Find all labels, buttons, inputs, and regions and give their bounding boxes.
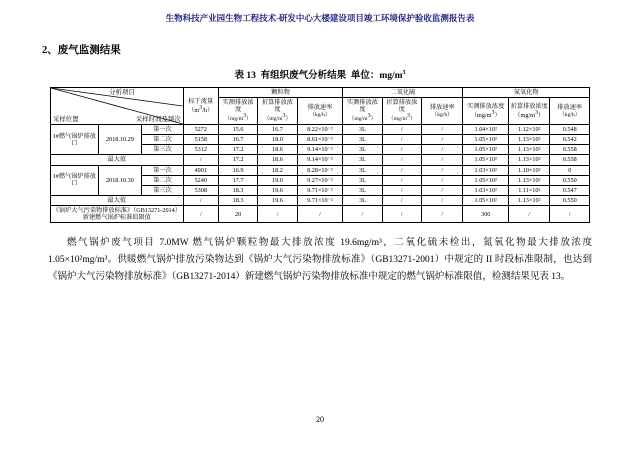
cell-nox-converted: 1.13×10² [509, 145, 550, 155]
cell-flow: 5158 [183, 135, 218, 145]
cell-nox-rate: 0 [550, 165, 590, 175]
cell-flow: 5240 [183, 175, 218, 185]
cell-pm-converted: 18.6 [258, 145, 297, 155]
conclusion-paragraph: 燃气锅炉废气项目 7.0MW 燃气锅炉颗粒物最大排放浓度 19.6mg/m³，二氧化硫未检出，氮氧化物最大排放浓度 1.05×10²mg/m³。供暖燃气锅炉排放污染物达到《锅炉大气污染物排放标准》（GB13271-2001）中规定的 II 时段标准限制，也达到《锅炉大气污染物排放标准》（GB13271-2014）新建燃气锅炉污染物排放标准中规定的燃气锅炉标准限值，检测结果见表 13。 [48, 238, 592, 282]
cell-so2-converted: / [382, 185, 421, 195]
cell-so2-converted: / [382, 135, 421, 145]
column-header-so2-measured: 实测排放浓度 （mg/m3） [343, 98, 382, 125]
column-header-pm-measured: 实测排放浓度 （mg/m3） [218, 98, 257, 125]
cell-nox-converted: 1.13×10² [509, 195, 550, 205]
cell-so2-measured: 3L [343, 135, 382, 145]
cell-flow: 5312 [183, 145, 218, 155]
table-header-row-1 [51, 88, 590, 98]
cell-pm-measured: 17.2 [218, 155, 257, 165]
cell-pm-rate: 9.27×10⁻² [297, 175, 343, 185]
cell-pm-rate: 8.28×10⁻² [297, 165, 343, 175]
cell-flow: 5308 [183, 185, 218, 195]
cell-so2-rate: / [421, 185, 462, 195]
cell-so2-rate: / [421, 165, 462, 175]
cell-nox-measured: 1.03×10² [463, 165, 509, 175]
cell-standard-nox-measured: 300 [463, 206, 509, 223]
cell-pm-measured: 15.6 [218, 125, 257, 135]
corner-label-sampling-position: 采样位置 [53, 115, 79, 123]
cell-nox-rate: 0.558 [550, 155, 590, 165]
table-row-max [51, 155, 590, 165]
cell-so2-converted: / [382, 175, 421, 185]
cell-so2-measured: 3L [343, 155, 382, 165]
cell-so2-rate: / [421, 195, 462, 205]
cell-date: 2018.10.30 [98, 165, 142, 195]
cell-nox-rate: 0.558 [550, 145, 590, 155]
column-header-flow: 标干流量 （m3/h） [183, 88, 218, 125]
cell-pm-rate: 9.14×10⁻² [297, 145, 343, 155]
cell-nox-rate: 0.548 [550, 125, 590, 135]
cell-standard-so2-rate: / [421, 206, 462, 223]
cell-so2-rate: / [421, 125, 462, 135]
cell-nox-converted: 1.13×10² [509, 135, 550, 145]
cell-frequency: 第三次 [142, 145, 183, 155]
cell-standard-nox-converted: / [509, 206, 550, 223]
cell-date: 2018.10.29 [98, 125, 142, 155]
cell-standard-pm-rate: / [297, 206, 343, 223]
cell-nox-rate: 0.547 [550, 185, 590, 195]
cell-pm-converted: 16.7 [258, 125, 297, 135]
cell-so2-measured: 3L [343, 145, 382, 155]
column-header-so2-rate: 排放速率 （kg/h） [421, 98, 462, 125]
corner-label-sampling-time: 采样时间及频次 [135, 115, 181, 123]
cell-flow: 5272 [183, 125, 218, 135]
cell-standard-pm: 20 [218, 206, 257, 223]
cell-nox-converted: 1.12×10² [509, 125, 550, 135]
cell-frequency: 第三次 [142, 185, 183, 195]
cell-nox-measured: 1.05×10² [463, 195, 509, 205]
cell-pm-converted: 19.6 [258, 195, 297, 205]
cell-so2-rate: / [421, 155, 462, 165]
cell-pm-rate: 9.71×10⁻² [297, 185, 343, 195]
cell-so2-converted: / [382, 155, 421, 165]
cell-frequency: 第一次 [142, 125, 183, 135]
cell-flow: 4901 [183, 165, 218, 175]
cell-position: 1#燃气锅炉排放口 [51, 125, 99, 155]
cell-so2-converted: / [382, 165, 421, 175]
cell-pm-measured: 17.7 [218, 175, 257, 185]
table-row-max [51, 195, 590, 205]
cell-standard-so2-measured: / [343, 206, 382, 223]
cell-pm-measured: 17.2 [218, 145, 257, 155]
cell-frequency: 第二次 [142, 135, 183, 145]
cell-so2-measured: 3L [343, 175, 382, 185]
column-group-so2: 二氧化硫 [343, 88, 463, 98]
cell-max-label: 最大值 [51, 195, 184, 205]
cell-flow: / [183, 195, 218, 205]
cell-so2-measured: 3L [343, 195, 382, 205]
document-header-title: 生物科技产业园生物工程技术-研发中心大楼建设项目竣工环境保护验收监测报告表 [165, 13, 475, 23]
cell-pm-rate: 9.14×10⁻² [297, 155, 343, 165]
cell-nox-measured: 1.05×10² [463, 155, 509, 165]
column-header-nox-rate: 排放速率 （kg/h） [550, 98, 590, 125]
cell-pm-measured: 16.7 [218, 135, 257, 145]
cell-pm-measured: 18.3 [218, 195, 257, 205]
cell-position: 1#燃气锅炉排放口 [51, 165, 99, 195]
cell-nox-measured: 1.04×10² [463, 125, 509, 135]
cell-so2-measured: 3L [343, 185, 382, 195]
cell-nox-measured: 1.05×10² [463, 175, 509, 185]
cell-max-label: 最大值 [51, 155, 184, 165]
cell-nox-converted: 1.13×10² [509, 155, 550, 165]
cell-standard-nox-rate: / [550, 206, 590, 223]
table-caption: 表 13 有组织废气分析结果 单位：$mg/m^3$ [234, 69, 406, 81]
cell-nox-measured: 1.03×10² [463, 185, 509, 195]
table-row [51, 165, 590, 175]
cell-pm-rate: 8.22×10⁻² [297, 125, 343, 135]
cell-nox-converted: 1.10×10² [509, 165, 550, 175]
table-row [51, 125, 590, 135]
cell-pm-measured: 18.3 [218, 185, 257, 195]
cell-pm-converted: 18.0 [258, 135, 297, 145]
cell-nox-rate: 0.550 [550, 175, 590, 185]
table-row-standard [51, 206, 590, 223]
cell-pm-rate: 8.61×10⁻² [297, 135, 343, 145]
column-group-nox: 氮氧化物 [463, 88, 590, 98]
column-header-pm-converted: 折算排放浓度 （mg/m3） [258, 98, 297, 125]
cell-pm-converted: 19.0 [258, 175, 297, 185]
cell-nox-measured: 1.05×10² [463, 145, 509, 155]
cell-standard-label: 《锅炉大气污染物排放标准》（GB13271-2014）新建燃气锅炉标准值限值 [51, 206, 184, 223]
section-title: 2、废气监测结果 [42, 45, 121, 56]
cell-nox-rate: 0.542 [550, 135, 590, 145]
table-corner-cell [51, 88, 184, 125]
cell-nox-converted: 1.13×10² [509, 175, 550, 185]
cell-flow: / [183, 155, 218, 165]
cell-pm-measured: 16.9 [218, 165, 257, 175]
cell-so2-converted: / [382, 145, 421, 155]
cell-standard-pm-mid: / [258, 206, 297, 223]
cell-standard-so2-converted: / [382, 206, 421, 223]
cell-nox-measured: 1.05×10² [463, 135, 509, 145]
cell-frequency: 第二次 [142, 175, 183, 185]
cell-nox-rate: 0.550 [550, 195, 590, 205]
corner-label-analysis-item: 分析项目 [109, 89, 135, 96]
cell-pm-converted: 18.6 [258, 155, 297, 165]
cell-pm-converted: 18.2 [258, 165, 297, 175]
column-header-pm-rate: 排放速率 （kg/h） [297, 98, 343, 125]
column-header-so2-converted: 折算排放浓度 （mg/m3） [382, 98, 421, 125]
cell-so2-measured: 3L [343, 165, 382, 175]
cell-so2-converted: / [382, 125, 421, 135]
cell-frequency: 第一次 [142, 165, 183, 175]
column-header-nox-measured: 实测排放浓度（mg/m3） [463, 98, 509, 125]
column-header-nox-converted: 折算排放浓度（mg/m3） [509, 98, 550, 125]
cell-so2-measured: 3L [343, 125, 382, 135]
column-group-pm: 颗粒物 [218, 88, 342, 98]
cell-pm-converted: 19.6 [258, 185, 297, 195]
cell-nox-converted: 1.11×10² [509, 185, 550, 195]
emission-results-table [50, 87, 590, 223]
cell-so2-rate: / [421, 145, 462, 155]
cell-so2-converted: / [382, 195, 421, 205]
cell-so2-rate: / [421, 175, 462, 185]
cell-so2-rate: / [421, 135, 462, 145]
cell-pm-rate: 9.71×10⁻² [297, 195, 343, 205]
page-number: 20 [316, 415, 324, 424]
cell-standard-flow: / [183, 206, 218, 223]
